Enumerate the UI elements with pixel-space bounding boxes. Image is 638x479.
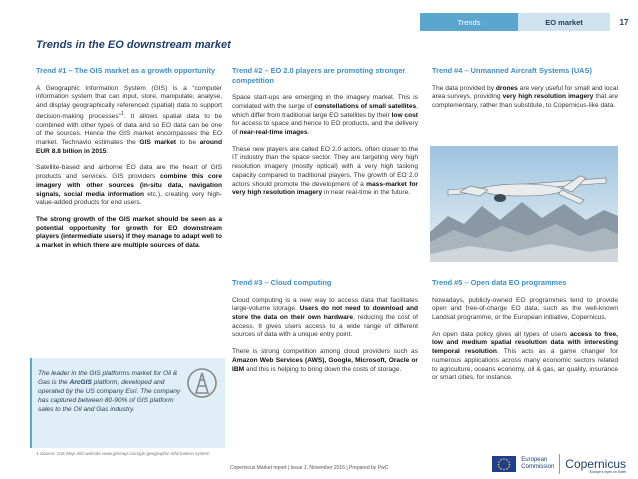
copernicus-logo: Copernicus Europe's eyes on Earth — [565, 457, 626, 474]
trend-5-paragraph: Nowadays, publicly-owned EO programmes tend to provide open and free-of-charge EO data, such as the well-known Landsat programme, or the European initiative, Copernicus. — [432, 296, 618, 322]
drone-photo — [430, 146, 618, 262]
tab-eo-market[interactable]: EO market — [518, 13, 610, 31]
logo-divider — [559, 454, 560, 474]
eu-flag-icon — [492, 456, 516, 472]
trend-4-paragraph: The data provided by drones are very useful for small and local area surveys, providing very high resolution imagery that are complementary, rather than substitute, to Copernicus-like data. — [432, 84, 618, 110]
trend-1-paragraph: The strong growth of the GIS market should be seen as a potential opportunity for growth for EO downstream players (intermediate users) if they manage to adapt well to a market in which there are multiple sources of data. — [36, 215, 222, 250]
infobox-text: The leader in the GIS platforms market for Oil & Gas is the ArcGIS platform, developed and operated by the US company Esri. The company has captured between 80-90% of GIS platform sales to the Oil and Gas industry. — [38, 370, 181, 413]
trend-4-section — [432, 66, 618, 119]
trend-3-section — [232, 278, 418, 382]
trend-3-paragraph: Cloud computing is a new way to access data that facilitates large-volume storage. Users do not need to download and store the data on their own hardware, reducing the cost of access. It gives users access to a wide range of different sources of data with a unique entry point. — [232, 296, 419, 339]
trend-2-heading: Trend #2 – EO 2.0 players are promoting stronger competition — [232, 66, 406, 85]
header-tabs — [420, 13, 638, 31]
tab-trends[interactable]: Trends — [420, 13, 518, 31]
footer: Copernicus Market report | Issue 1, November 2016 | Prepared by PwC — [230, 465, 389, 471]
page-number: 17 — [610, 13, 638, 31]
trend-1-paragraph: A Geographic Information System (GIS) is a “computer information system that can input, store, manipulate, analyse, and display geographically referenced (spatial) data to support decision-making processes”$^1$. It allows spatial data to be combined with other types of data and so EO data can be one of the sources. Hence the GIS market encompasses the EO market. Technavio estimates the GIS market to be around EUR 8.8 billion in 2015. — [36, 84, 222, 155]
oil-rig-icon — [187, 368, 217, 398]
footnote: 1 Source: GIS Map Info website www.gismap.com/gis-geographic-information-system — [36, 451, 210, 456]
trend-3-paragraph: There is strong competition among cloud providers such as Amazon Web Services (AWS), Google, Microsoft, Oracle or IBM and this is helping to bring down the costs of storage. — [232, 348, 418, 373]
trend-5-section — [432, 278, 618, 391]
trend-2-paragraph: Space start-ups are emerging in the imagery market. This is correlated with the surge of constellations of small satellites, which differ from traditional large EO satellites by their low cost for access to space and hence to EO products, and the delivery of near-real-time images. — [232, 94, 419, 137]
trend-3-heading: Trend #3 – Cloud computing — [232, 278, 332, 287]
trend-5-heading: Trend #5 – Open data EO programmes — [432, 278, 567, 287]
footer-logos — [492, 452, 626, 476]
trend-1-heading: Trend #1 – The GIS market as a growth opportunity — [36, 66, 216, 75]
trend-1-section — [36, 66, 222, 259]
drone-illustration — [430, 146, 618, 262]
trend-5-paragraph: An open data policy gives all types of users access to free, low and medium spatial resolution data with interesting temporal resolution. This acts as a game changer for numerous applications across many economic sectors related to agriculture, oceans economy, oil & gas, air quality, insurance or smart cities, for instance. — [432, 330, 618, 382]
trend-4-heading: Trend #4 – Unmanned Aircraft Systems (UAS) — [432, 66, 592, 75]
page-title: Trends in the EO downstream market — [36, 39, 231, 51]
trend-1-paragraph: Satellite-based and airborne EO data are the heart of GIS products and services. GIS providers combine this core imagery with other sources (in-situ data, navigation signals, social media information etc.), creating very high-value-added products for end users. — [36, 164, 223, 207]
trend-2-section — [232, 66, 418, 206]
arcgis-infobox — [30, 358, 225, 448]
trend-2-paragraph: These new players are called EO 2.0 actors, often closer to the IT industry than the space sector. They are targeting very high resolution imagery (mostly optical) with a very high tasking capacity compared to traditional players. The growth of EO 2.0 actors should promote the development of a mass-market for very high resolution imagery in near real-time in the future. — [232, 145, 418, 197]
european-commission-logo: European Commission — [521, 457, 555, 470]
